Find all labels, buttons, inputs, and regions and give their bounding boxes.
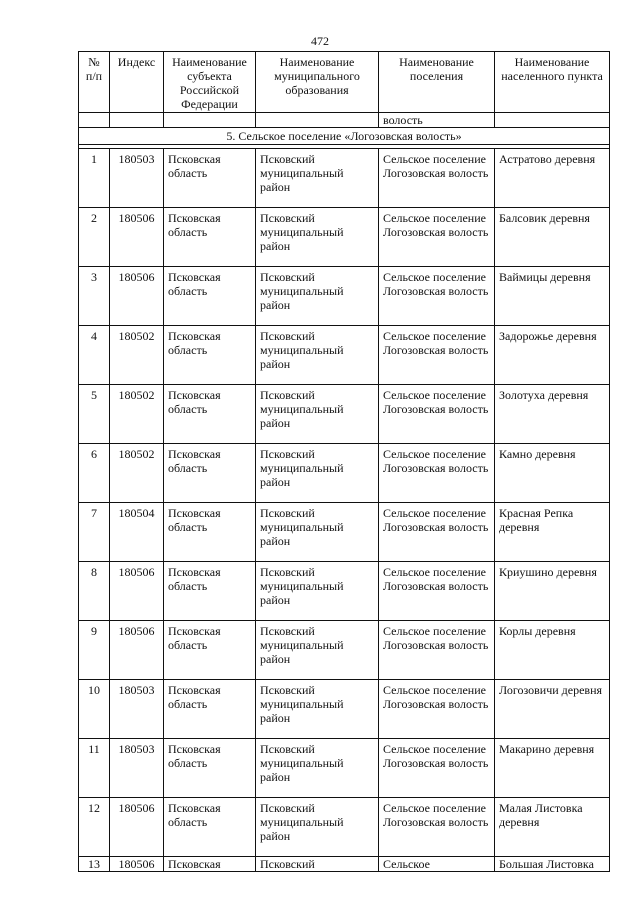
- cell-subject: Псковская область: [164, 739, 256, 798]
- cell-settlement: Сельское поселение Логозовская волость: [379, 444, 495, 503]
- table-row: [79, 739, 610, 798]
- cell-num: 3: [79, 267, 110, 326]
- cell-index: 180506: [110, 562, 164, 621]
- cell-subject: Псковская область: [164, 621, 256, 680]
- continuation-text: волость: [379, 113, 495, 128]
- cell-settlement: Сельское поселение Логозовская волость: [379, 739, 495, 798]
- cell-num: 13: [79, 857, 110, 872]
- cell-num: 2: [79, 208, 110, 267]
- cell-municipality: Псковский муниципальный район: [256, 680, 379, 739]
- cell-index: 180502: [110, 444, 164, 503]
- cell-locality: Малая Листовка деревня: [495, 798, 610, 857]
- cell-index: 180506: [110, 208, 164, 267]
- cell-index: 180503: [110, 149, 164, 208]
- cell-municipality: Псковский муниципальный район: [256, 149, 379, 208]
- cell-subject: Псковская область: [164, 562, 256, 621]
- cell-index: 180506: [110, 857, 164, 872]
- header-subject: Наименование субъекта Российской Федерации: [164, 52, 256, 113]
- table-header-row: [79, 52, 610, 113]
- cell-index: 180506: [110, 267, 164, 326]
- table-row: [79, 621, 610, 680]
- cell-num: 7: [79, 503, 110, 562]
- section-title-row: [79, 128, 610, 145]
- cell-settlement: Сельское поселение Логозовская волость: [379, 208, 495, 267]
- cell-municipality: Псковский муниципальный район: [256, 739, 379, 798]
- cell-locality: Астратово деревня: [495, 149, 610, 208]
- cell-settlement: Сельское поселение Логозовская волость: [379, 503, 495, 562]
- cell-municipality: Псковский муниципальный район: [256, 326, 379, 385]
- cell-num: 4: [79, 326, 110, 385]
- localities-table: [78, 51, 610, 872]
- cell-subject: Псковская: [164, 857, 256, 872]
- cell-num: 9: [79, 621, 110, 680]
- cell-municipality: Псковский муниципальный район: [256, 621, 379, 680]
- cell-num: 11: [79, 739, 110, 798]
- cell-num: 6: [79, 444, 110, 503]
- table-row: [79, 267, 610, 326]
- cell-locality: Золотуха деревня: [495, 385, 610, 444]
- cell-subject: Псковская область: [164, 503, 256, 562]
- cell-municipality: Псковский муниципальный район: [256, 798, 379, 857]
- cell-locality: Макарино деревня: [495, 739, 610, 798]
- cell-settlement: Сельское поселение Логозовская волость: [379, 680, 495, 739]
- cell-locality: Корлы деревня: [495, 621, 610, 680]
- cell-subject: Псковская область: [164, 680, 256, 739]
- cell-locality: Криушино деревня: [495, 562, 610, 621]
- table-row-partial: [79, 857, 610, 872]
- cell-locality: Большая Листовка: [495, 857, 610, 872]
- cell-locality: Красная Репка деревня: [495, 503, 610, 562]
- continuation-row: [79, 113, 610, 128]
- cell-locality: Ваймицы деревня: [495, 267, 610, 326]
- cell-settlement: Сельское поселение Логозовская волость: [379, 798, 495, 857]
- cell-subject: Псковская область: [164, 208, 256, 267]
- table-row: [79, 326, 610, 385]
- cell-index: 180504: [110, 503, 164, 562]
- section-title: 5. Сельское поселение «Логозовская волость»: [79, 128, 610, 145]
- cell-municipality: Псковский муниципальный район: [256, 208, 379, 267]
- cell-locality: Камно деревня: [495, 444, 610, 503]
- table-row: [79, 680, 610, 739]
- table-row: [79, 503, 610, 562]
- table-row: [79, 562, 610, 621]
- cell-num: 8: [79, 562, 110, 621]
- table-row: [79, 798, 610, 857]
- cell-settlement: Сельское поселение Логозовская волость: [379, 621, 495, 680]
- cell-settlement: Сельское поселение Логозовская волость: [379, 385, 495, 444]
- cell-index: 180502: [110, 326, 164, 385]
- header-settlement: Наименование поселения: [379, 52, 495, 113]
- cell-locality: Балсовик деревня: [495, 208, 610, 267]
- header-municipality: Наименование муниципального образования: [256, 52, 379, 113]
- table-row: [79, 149, 610, 208]
- cell-num: 1: [79, 149, 110, 208]
- cell-index: 180502: [110, 385, 164, 444]
- cell-municipality: Псковский муниципальный район: [256, 562, 379, 621]
- cell-subject: Псковская область: [164, 326, 256, 385]
- table-row: [79, 385, 610, 444]
- cell-settlement: Сельское поселение Логозовская волость: [379, 149, 495, 208]
- cell-subject: Псковская область: [164, 267, 256, 326]
- header-num: № п/п: [79, 52, 110, 113]
- cell-index: 180506: [110, 621, 164, 680]
- cell-municipality: Псковский: [256, 857, 379, 872]
- cell-subject: Псковская область: [164, 385, 256, 444]
- cell-settlement: Сельское: [379, 857, 495, 872]
- cell-municipality: Псковский муниципальный район: [256, 385, 379, 444]
- table-row: [79, 208, 610, 267]
- cell-num: 12: [79, 798, 110, 857]
- cell-municipality: Псковский муниципальный район: [256, 503, 379, 562]
- cell-locality: Задорожье деревня: [495, 326, 610, 385]
- header-locality: Наименование населенного пункта: [495, 52, 610, 113]
- cell-index: 180503: [110, 739, 164, 798]
- page-number: 472: [311, 34, 329, 48]
- cell-settlement: Сельское поселение Логозовская волость: [379, 562, 495, 621]
- cell-settlement: Сельское поселение Логозовская волость: [379, 326, 495, 385]
- cell-locality: Логозовичи деревня: [495, 680, 610, 739]
- table-row: [79, 444, 610, 503]
- cell-index: 180503: [110, 680, 164, 739]
- cell-subject: Псковская область: [164, 149, 256, 208]
- header-index: Индекс: [110, 52, 164, 113]
- cell-municipality: Псковский муниципальный район: [256, 444, 379, 503]
- cell-num: 5: [79, 385, 110, 444]
- cell-subject: Псковская область: [164, 444, 256, 503]
- cell-subject: Псковская область: [164, 798, 256, 857]
- cell-municipality: Псковский муниципальный район: [256, 267, 379, 326]
- cell-settlement: Сельское поселение Логозовская волость: [379, 267, 495, 326]
- cell-num: 10: [79, 680, 110, 739]
- cell-index: 180506: [110, 798, 164, 857]
